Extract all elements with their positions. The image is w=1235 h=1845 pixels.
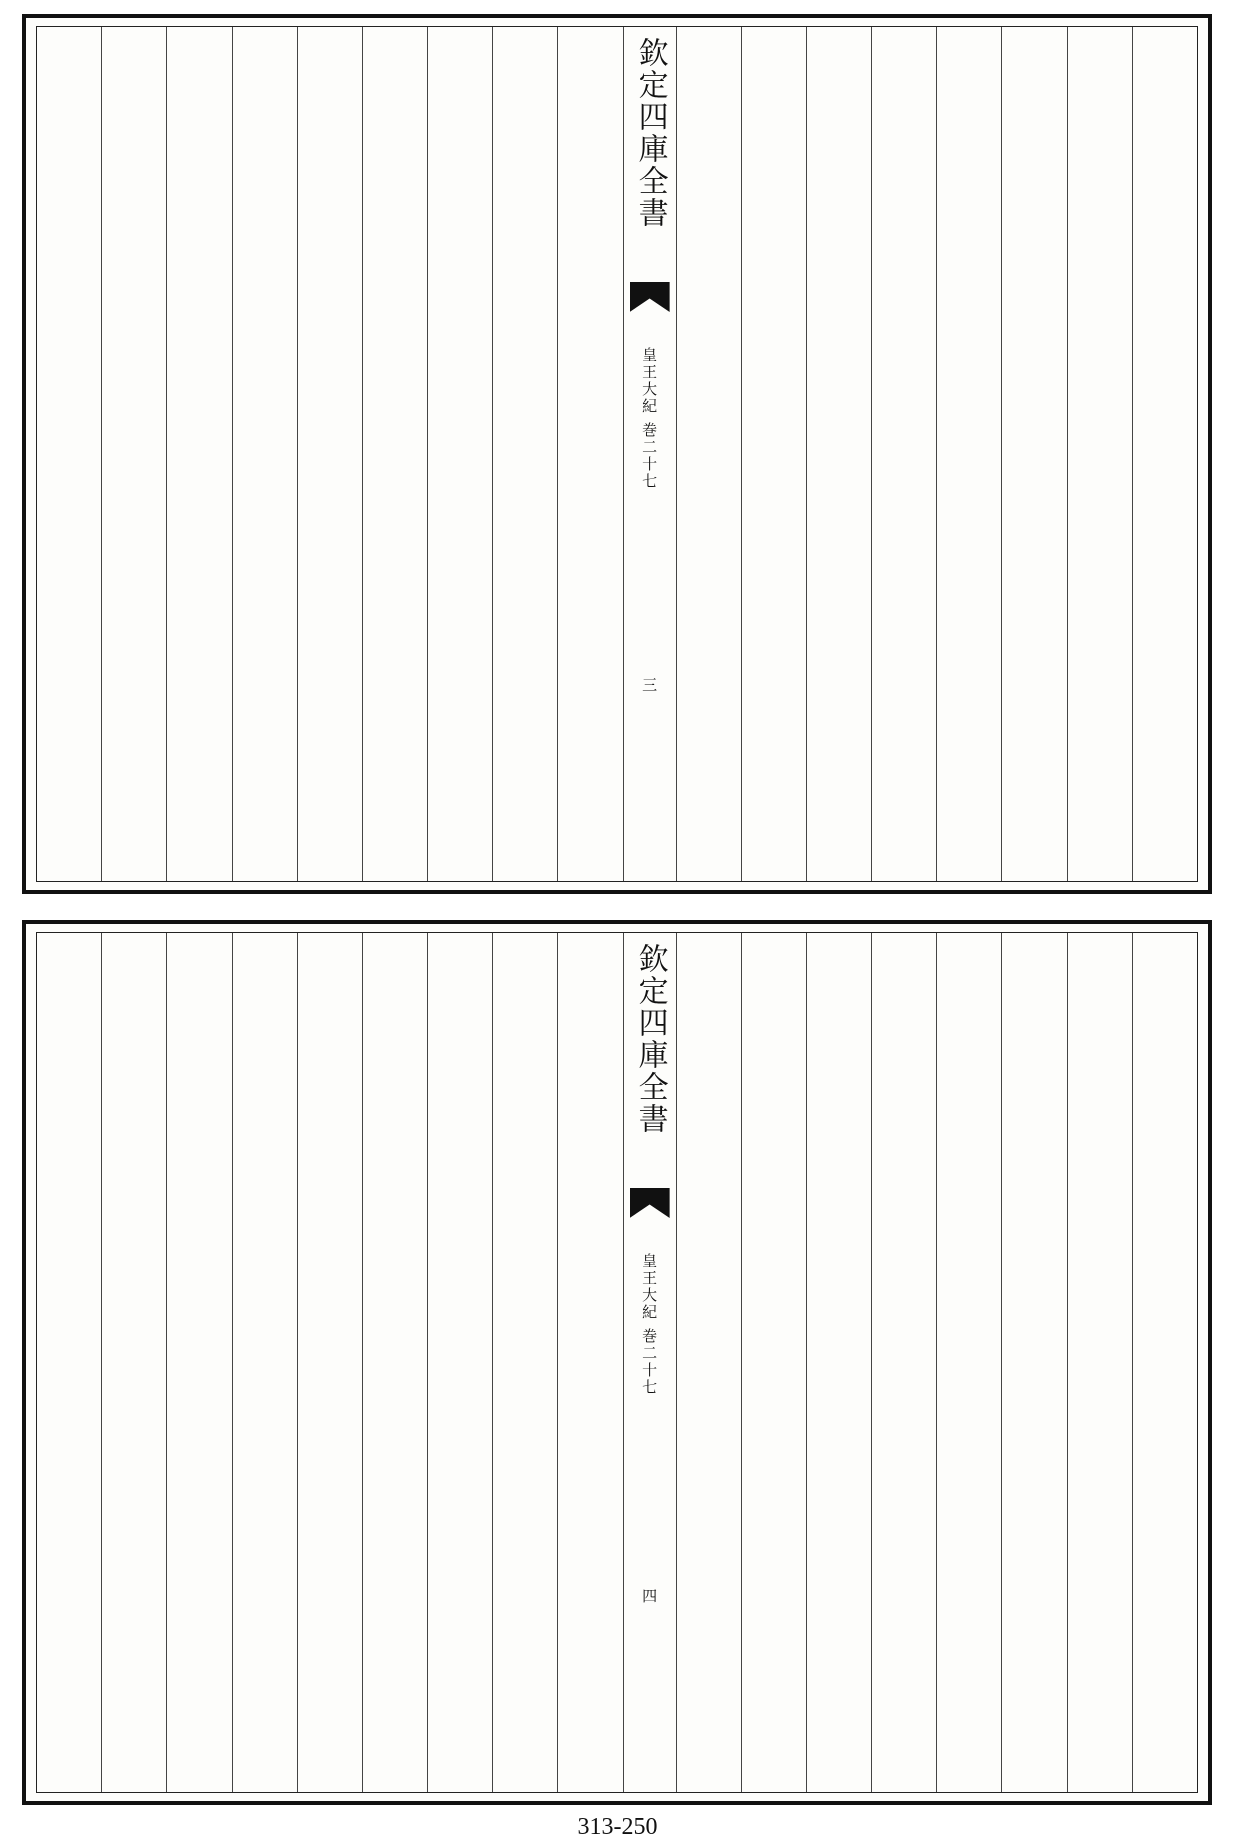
fish-tail-mark (630, 1188, 670, 1218)
text-column (871, 933, 936, 1792)
text-column (676, 27, 741, 881)
text-column (427, 933, 492, 1792)
text-column (232, 27, 297, 881)
page-number: 313-250 (577, 1814, 658, 1840)
text-column (37, 27, 101, 881)
text-column (806, 933, 871, 1792)
text-column (166, 933, 231, 1792)
center-fold (623, 933, 676, 1792)
top-page-frame (36, 26, 1198, 882)
center-fold (623, 27, 676, 881)
text-column (492, 933, 557, 1792)
text-column (936, 27, 1001, 881)
text-column (741, 27, 806, 881)
leaf-number: 三 (640, 677, 659, 692)
top-page-columns (37, 27, 1197, 881)
leaf-number: 四 (640, 1588, 659, 1603)
text-column (871, 27, 936, 881)
text-column (362, 933, 427, 1792)
bottom-page-columns (37, 933, 1197, 1792)
fish-tail-mark (630, 282, 670, 312)
text-column (1067, 27, 1132, 881)
text-column (297, 933, 362, 1792)
text-column (1132, 27, 1197, 881)
text-column (232, 933, 297, 1792)
bottom-page (22, 920, 1212, 1805)
volume-label: 巻二十七 (640, 1328, 659, 1396)
text-column (806, 27, 871, 881)
text-column (427, 27, 492, 881)
bottom-page-frame (36, 932, 1198, 1793)
text-column (676, 933, 741, 1792)
text-column (492, 27, 557, 881)
text-column (166, 27, 231, 881)
text-column (101, 933, 166, 1792)
text-column (1067, 933, 1132, 1792)
book-title: 欽定四庫全書 (632, 37, 668, 229)
text-column (741, 933, 806, 1792)
text-column (101, 27, 166, 881)
book-title: 欽定四庫全書 (632, 943, 668, 1135)
text-column (1001, 27, 1066, 881)
text-column (362, 27, 427, 881)
text-column (297, 27, 362, 881)
top-page (22, 14, 1212, 894)
text-column (557, 27, 622, 881)
text-column (1132, 933, 1197, 1792)
volume-label: 巻二十七 (640, 422, 659, 490)
book-subtitle: 皇王大紀 (640, 1253, 659, 1321)
text-column (557, 933, 622, 1792)
text-column (37, 933, 101, 1792)
book-subtitle: 皇王大紀 (640, 347, 659, 415)
text-column (936, 933, 1001, 1792)
text-column (1001, 933, 1066, 1792)
